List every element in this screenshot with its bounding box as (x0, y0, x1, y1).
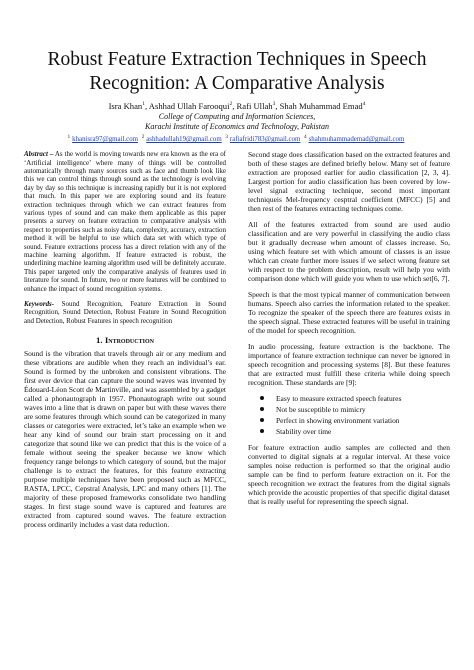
abstract-lead: Abstract – (24, 150, 54, 159)
list-item-text: Stability over time (276, 427, 332, 437)
email-link[interactable]: rafiafridi783@gmail.com (229, 136, 301, 144)
list-item-text: Easy to measure extracted speech features (276, 394, 402, 404)
bullet-icon (260, 407, 264, 411)
body-paragraph-3: Speech is that the most typical manner of communication between humans. Speech also carries the information related to the speaker. To recognize the speaker of the speech there are features exists in the speech signal. These extracted features will be useful in training of the model for speech recognition. (248, 290, 450, 336)
body-paragraph-1: Second stage does classification based on the extracted features and both of these stages are defined briefly below. Many set of feature extraction are proposed earlier for audio classification [2, 3, 4]. Largest portion for audio classification has been covered by low-level signal extracting technique, second most important techniqueis Mel-frequency cesptral coefficient (MFCC) [5] and then rest of the features extracting techniques come. (248, 150, 450, 214)
keywords (24, 300, 226, 325)
author-name: Ashhad Ullah Farooqui (148, 100, 230, 111)
author-sup: 2 (229, 101, 233, 107)
abstract-text: As the world is moving towards new era known as the era of ‘Artificial intelligence’ where many of things will be controlled automatically through many sources such as face and thumb look like this we can control things through sound as the technology is evolving day by day so this technique is increasing rapidly but it is not explored that much. In this paper we are exploring sound and its feature extraction techniques through which we can extract features from various types of sound and can make them applicable as this paper presents a survey on feature extraction to comparative analysis with respect to properties such as noisy data, complexity, accuracy, extraction method it will be helpful to use which data set with which type of sound. Feature extractions process has a direct relation with any of the machine learning algorithm. If feature extracted is robust, the underlining machine learning algorithm used will be definitely accurate. This paper targeted only the comparative analysis of features used in literature for sound. In future, two or more features will be combined to enhance the impact of sound recognition systems. (24, 150, 226, 293)
email-sup: 1 (67, 134, 71, 140)
body-paragraph-4: In audio processing, feature extraction is the backbone. The importance of feature extraction technique can never be ignored in speech recognition and processing systems [8]. But these features that are extracted must fulfill these criteria while doing speech recognition. These standards are [9]: (248, 342, 450, 388)
email-link[interactable]: shahmuhammademad@gmail.com (308, 136, 405, 144)
list-item (276, 427, 450, 436)
abstract (24, 150, 226, 293)
affiliation-line-1: College of Computing and Information Sciences, (158, 111, 316, 121)
email-link[interactable]: ashhadullah19@gmail.com (146, 136, 222, 144)
criteria-list (248, 394, 450, 436)
list-item-text: Not be susceptible to mimicry (276, 405, 366, 415)
author-list: Isra Khan$^1$, Ashhad Ullah Farooqui$^2$, Rafi Ullah$^3$, Shah Muhammad Emad$^4$ (108, 100, 366, 111)
author-sup: 1 (142, 101, 145, 107)
section-number: 1. (96, 335, 103, 346)
author-name: Rafi Ullah (236, 100, 273, 111)
list-item-text: Perfect in showing environment variation (276, 416, 400, 426)
email-link[interactable]: khanisra97@gmail.com (72, 136, 139, 144)
list-item (276, 416, 450, 425)
intro-paragraph-1: Sound is the vibration that travels through air or any medium and these vibrations are audible when they reach an individual’s ear. Sound is formed by the unbroken and consistent vibrations. The first ever device that can capture the sound waves was invented by Édouard-Léon Scott de Martinville, and was assembled by a gadget called a phonautograph in 1957. Phonautograph write out sound waves into a line that is drawn on paper but with these waves there are some features through which sound can be categorized in many classes or categories were extracted, let’s take an example when we hear any kind of sound our brain start processing on it and categorize that sound like we can predict that this is the voice of a female without seeing the speaker because we know which frequency range belongs to which category of sound, but the major challenge is to extract the features, for this feature extracting purpose multiple techniques have been proposed such as MFCC, RASTA, LPCC, Cepstral Analysis, LPC and many others [1]. The majority of these proposed frameworks consolidate two handling stages. In first stage sound wave is captured and features are extracted from captured sound waves. The feature extraction process ordinarily includes a vast data reduction. (24, 349, 226, 530)
right-column (248, 150, 450, 536)
title-line-1: Robust Feature Extraction Techniques in Speech (47, 49, 427, 70)
affiliation-line-2: Karachi Institute of Economics and Technology, Pakistan (145, 121, 329, 131)
section-title: Introduction (104, 335, 154, 346)
email-sup: 4 (304, 134, 307, 140)
list-item (276, 405, 450, 414)
keywords-lead: Keywords- (24, 300, 55, 309)
author-name: Isra Khan (108, 100, 143, 111)
email-sup: 3 (225, 134, 228, 140)
author-sup: 3 (272, 101, 276, 107)
bullet-icon (260, 396, 264, 400)
two-column-body (24, 150, 450, 536)
paper-title (24, 48, 450, 96)
email-sup: 2 (141, 134, 145, 140)
body-paragraph-2: All of the features extracted from sound are used audio classification and are very powerful in classifying the audio class but it gradually decrease when amount of classes increase. So, using which feature set with which amount of classes is an issue which can create further more issues if we select wrong feature set with respect to the problem description, result will help you with comparison done which will guide you when to use which set[6, 7]. (248, 220, 450, 284)
body-paragraph-5: For feature extraction audio samples are collected and then converted to digital signals at a regular interval. At these voice samples noise reduction is performed so that the original audio sample can be find to perform feature extraction on it. For the speech recognition we extract the features from the digital signals which provide the acoustic properties of that specific digital dataset that is really useful for representing the speech signal. (248, 443, 450, 507)
bullet-icon (260, 429, 264, 433)
list-item (276, 394, 450, 403)
author-name: Shah Muhammad Emad (279, 100, 363, 111)
author-sup: 4 (362, 101, 366, 107)
email-list (24, 133, 450, 144)
left-column (24, 150, 226, 536)
keywords-text: Sound Recognition, Feature Extraction in Sound Recognition, Sound Detection, Robust Feature in Sound Recognition and Detection, Robust Features in speech recognition (24, 300, 226, 325)
bullet-icon (260, 418, 264, 422)
section-heading (24, 335, 226, 346)
title-line-2: Recognition: A Comparative Analysis (89, 73, 385, 94)
